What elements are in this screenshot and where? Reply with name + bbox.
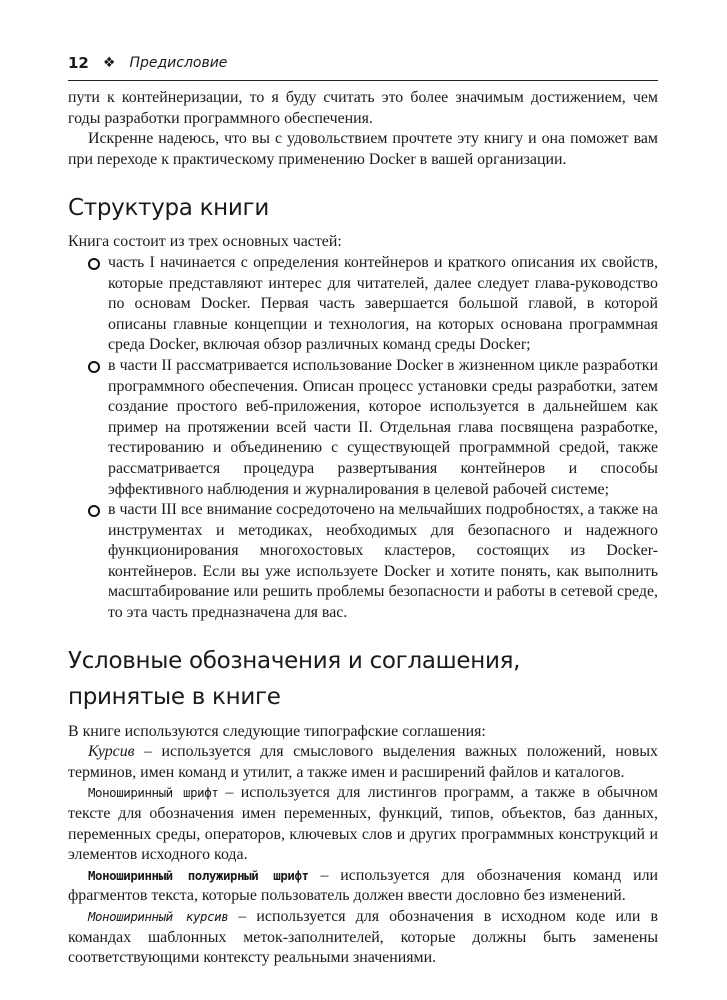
intro-paragraph-2: Искренне надеюсь, что вы с удовольствием прочтете эту книгу и она поможет вам при переходе к практическому применению Docker в вашей организации.: [68, 130, 658, 168]
structure-list: [68, 253, 658, 624]
conventions-heading-line-2: принятые в книге: [68, 683, 281, 710]
list-item: [68, 500, 658, 624]
list-item-text: часть I начинается с определения контейнеров и краткого описания их свойств, которые представляют интерес для читателей, далее следует глава-руководство по основам Docker. Первая часть завершается большой главой, в которой описаны главные концепции и технология, на которых основана программная среда Docker, включая обзор различных команд среды Docker;: [108, 253, 658, 354]
mono-bold-description: – используется для обозначения команд или фрагментов текста, которые пользователь должен ввести дословно без изменений.: [68, 866, 659, 905]
section-heading-conventions: [68, 643, 658, 715]
bullet-icon: [88, 361, 100, 373]
page-number: 12: [68, 54, 89, 72]
mono-italic-term: Моноширинный курсив: [88, 909, 229, 924]
structure-lead: Книга состоит из трех основных частей:: [68, 233, 342, 251]
mono-description: – используется для листингов программ, а также в обычном тексте для обозначения имен переменных, функций, типов, объектов, баз данных, переменных среды, операторов, ключевых слов и других программных конструкций и элементов исходного кода.: [68, 784, 658, 864]
ornament-icon: ❖: [102, 55, 116, 71]
convention-monospace-bold: [68, 866, 658, 907]
running-header: [68, 48, 658, 78]
page-body: [68, 88, 658, 969]
mono-term: Моноширинный шрифт: [88, 785, 219, 801]
list-item-text: в части II рассматривается использование Docker в жизненном цикле разработки программного обеспечения. Описан процесс установки среды разработки, затем создание простого веб-приложения, которое используется в дальнейшем как пример на протяжении всей части II. Отдельная глава посвящена разработке, тестированию и объединению с существующей программной средой, также рассматривается процедура развертывания контейнеров и способы эффективного наблюдения и журналирования в целевой рабочей системе;: [108, 356, 658, 498]
convention-italic: [68, 742, 658, 783]
bullet-icon: [88, 505, 100, 517]
mono-bold-term: Моноширинный полужирный шрифт: [88, 867, 309, 883]
section-heading-structure: Структура книги: [68, 195, 269, 222]
conventions-heading-line-1: Условные обозначения и соглашения,: [68, 647, 521, 674]
book-page: [68, 48, 658, 969]
italic-term: Курсив: [88, 743, 135, 761]
convention-monospace: [68, 783, 658, 865]
list-item: [68, 356, 658, 500]
intro-paragraph-1: пути к контейнеризации, то я буду считать это более значимым достижением, чем годы разработки программного обеспечения.: [68, 89, 658, 127]
running-header-title: Предисловие: [129, 55, 228, 71]
bullet-icon: [88, 258, 100, 270]
convention-monospace-italic: [68, 907, 658, 969]
header-rule: [68, 80, 658, 81]
mono-italic-description: – используется для обозначения в исходном коде или в командах шаблонных меток-заполнителей, которые должны быть заменены соответствующими контексту реальными значениями.: [68, 908, 658, 967]
list-item: [68, 253, 658, 356]
conventions-lead: В книге используются следующие типографские соглашения:: [68, 722, 486, 740]
list-item-text: в части III все внимание сосредоточено на мельчайших подробностях, а также на инструментах и методиках, необходимых для безопасного и надежного функционирования многохостовых кластеров, состоящих из Docker-контейнеров. Если вы уже используете Docker и хотите понять, как выполнить масштабирование или решить проблемы безопасности и работы в сетевой среде, то эта часть предназначена для вас.: [108, 501, 658, 622]
italic-description: – используется для смыслового выделения важных положений, новых терминов, имен команд и утилит, а также имен и расширений файлов и каталогов.: [68, 743, 658, 781]
